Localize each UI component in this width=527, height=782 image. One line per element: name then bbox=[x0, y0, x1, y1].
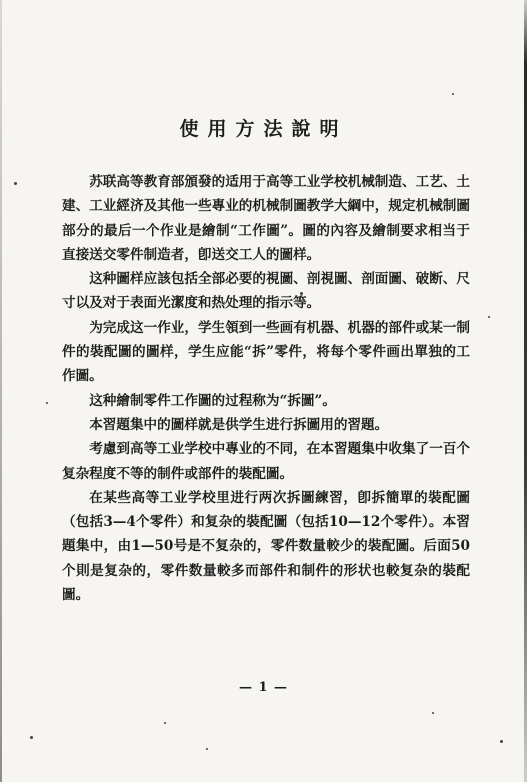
scan-speck bbox=[206, 748, 208, 750]
scan-speck bbox=[452, 93, 454, 95]
scan-speck bbox=[500, 740, 503, 743]
scan-speck bbox=[46, 402, 48, 404]
body-text bbox=[62, 170, 470, 607]
paragraph-5: 本習題集中的圖样就是供学生进行拆圖用的習題。 bbox=[89, 416, 389, 433]
scan-speck bbox=[488, 316, 490, 318]
scan-speck bbox=[14, 182, 17, 185]
scan-speck bbox=[164, 722, 166, 724]
paragraph-3: 为完成这一作业，学生領到一些画有机器、机器的部件或某一制件的裝配圖的圖样，学生应能“拆”零件，将每个零件画出單独的工作圖。 bbox=[62, 319, 470, 385]
paragraph-2: 这种圖样应該包括全部必要的視圖、剖視圖、剖面圖、破断、尺寸以及对于表面光潔度和热处理的指示等。 bbox=[62, 271, 470, 312]
paragraph-7: 在某些高等工业学校里进行两次拆圖練習，卽拆簡單的裝配圖（包括3—4个零件）和复杂的裝配圖（包括10—12个零件）。本習題集中，由1—50号是不复杂的，零件数量較少的裝配圖。后面50个則是复杂的，零件数量較多而部件和制件的形状也較复杂的裝配圖。 bbox=[62, 489, 470, 604]
page-title: 使用方法說明 bbox=[179, 118, 348, 140]
paragraph-4: 这种繪制零件工作圖的过程称为“拆圖”。 bbox=[89, 392, 336, 409]
paragraph-1: 苏联高等教育部頒發的适用于高等工业学校机械制造、工艺、土建、工业經济及其他一些專业的机械制圖教学大綱中，规定机械制圖部分的最后一个作业是繪制“工作圖”。圖的內容及繪制要求相当于直接送交零件制造者，卽送交工人的圖样。 bbox=[62, 174, 470, 263]
page-number: — 1 — bbox=[238, 680, 289, 695]
scan-speck bbox=[432, 712, 434, 714]
paragraph-6: 考慮到高等工业学校中專业的不同，在本習題集中收集了一百个复杂程度不等的制件或部件的裝配圖。 bbox=[62, 441, 470, 482]
scan-speck bbox=[30, 736, 33, 739]
